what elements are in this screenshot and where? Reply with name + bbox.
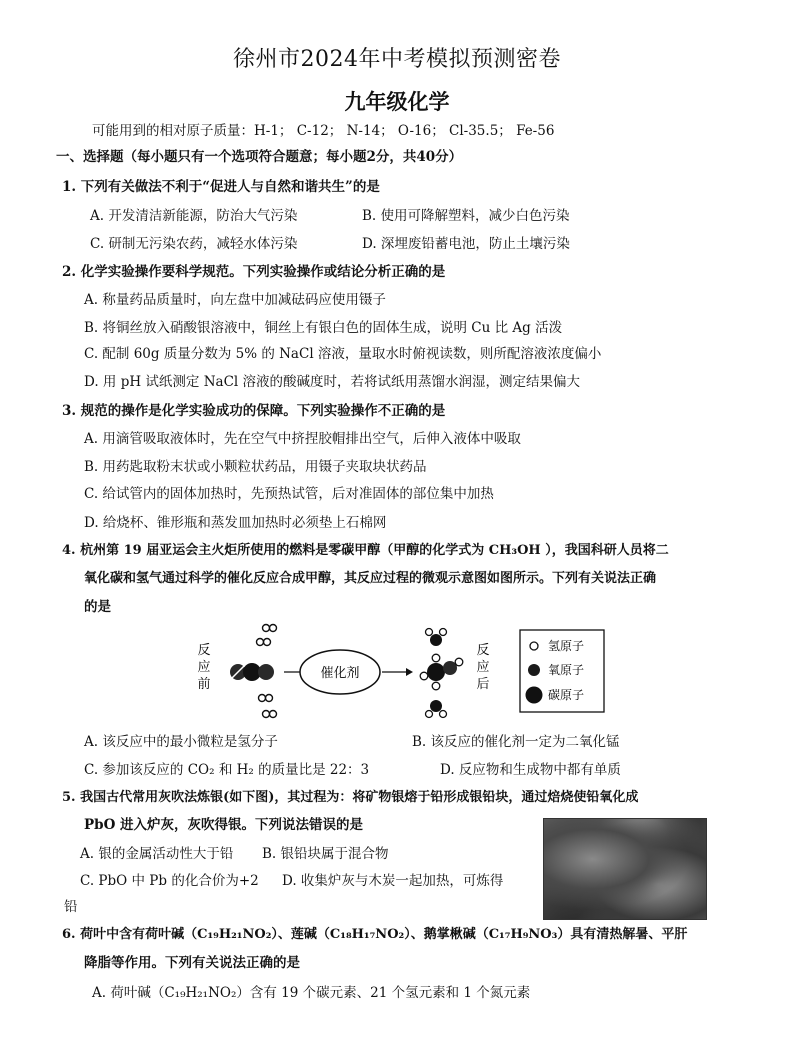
water-molecule-top [426, 629, 447, 647]
q2-option-d: D. 用 pH 试纸测定 NaCl 溶液的酸碱度时，若将试纸用蒸馏水润湿，测定结果偏大 [84, 374, 581, 390]
q4-option-b: B. 该反应的催化剂一定为二氧化锰 [412, 734, 620, 750]
reaction-diagram [180, 618, 620, 728]
q2-stem: 2. 化学实验操作要科学规范。下列实验操作或结论分析正确的是 [62, 264, 446, 280]
silver-smelting-photo [543, 818, 707, 920]
h2-molecules-bottom [259, 695, 277, 718]
q1-option-c: C. 研制无污染农药，减轻水体污染 [90, 236, 298, 252]
q5-option-b: B. 银铅块属于混合物 [262, 846, 389, 862]
h2-molecules-top [257, 625, 277, 646]
q3-option-a: A. 用滴管吸取液体时，先在空气中挤捏胶帽排出空气，后伸入液体中吸取 [84, 431, 521, 447]
q1-option-b: B. 使用可降解塑料，减少白色污染 [362, 208, 570, 224]
q3-option-b: B. 用药匙取粉末状或小颗粒状药品，用镊子夹取块状药品 [84, 459, 427, 475]
q6-option-a: A. 荷叶碱（C₁₉H₂₁NO₂）含有 19 个碳元素、21 个氢元素和 1 个氮元素 [92, 985, 531, 1001]
q1-option-a: A. 开发清洁新能源，防治大气污染 [90, 208, 298, 224]
carbon-atom-icon [526, 687, 543, 704]
q6-stem-line1: 6. 荷叶中含有荷叶碱（C₁₉H₂₁NO₂）、莲碱（C₁₈H₁₇NO₂）、鹅掌楸碱（C₁₇H₉NO₃）具有清热解暑、平肝 [62, 927, 688, 942]
q5-option-d: D. 收集炉灰与木炭一起加热，可炼得 [282, 873, 504, 889]
before-label: 反应前 [197, 643, 211, 692]
q3-option-d: D. 给烧杯、锥形瓶和蒸发皿加热时必须垫上石棉网 [84, 515, 387, 531]
q2-option-c: C. 配制 60g 质量分数为 5% 的 NaCl 溶液，量取水时俯视读数，则所配溶液浓度偏小 [84, 346, 602, 362]
section-heading: 一、选择题（每小题只有一个选项符合题意；每小题2分，共40分） [56, 149, 463, 165]
q5-option-a: A. 银的金属活动性大于铅 [80, 846, 234, 862]
q5-option-c: C. PbO 中 Pb 的化合价为+2 [80, 873, 259, 889]
q1-option-d: D. 深埋废铅蓄电池，防止土壤污染 [362, 236, 570, 252]
q4-stem-line3: 的是 [84, 599, 111, 615]
exam-subtitle: 九年级化学 [344, 89, 450, 114]
hydrogen-atom-icon [530, 642, 538, 650]
catalyst-label: 催化剂 [320, 666, 360, 681]
co2-molecule [230, 663, 274, 681]
q5-option-d-cont: 铅 [64, 899, 78, 915]
q5-stem-line2: PbO 进入炉灰，灰吹得银。下列说法错误的是 [84, 817, 364, 833]
q4-option-a: A. 该反应中的最小微粒是氢分子 [84, 734, 278, 750]
q1-stem: 1. 下列有关做法不利于“促进人与自然和谐共生”的是 [62, 179, 380, 195]
q3-stem: 3. 规范的操作是化学实验成功的保障。下列实验操作不正确的是 [62, 403, 446, 419]
q2-option-a: A. 称量药品质量时，向左盘中加减砝码应使用镊子 [84, 292, 386, 308]
legend-carbon: 碳原子 [548, 688, 585, 702]
water-molecule-bottom [426, 700, 447, 718]
q2-option-b: B. 将铜丝放入硝酸银溶液中，铜丝上有银白色的固体生成，说明 Cu 比 Ag 活泼 [84, 320, 563, 336]
q6-stem-line2: 降脂等作用。下列有关说法正确的是 [84, 955, 300, 971]
q4-option-c: C. 参加该反应的 CO₂ 和 H₂ 的质量比是 22：3 [84, 762, 370, 778]
atomic-masses: 可能用到的相对原子质量：H-1； C-12； N-14； O-16； Cl-35.5； Fe-56 [92, 123, 555, 139]
q5-stem-line1: 5. 我国古代常用灰吹法炼银(如下图)，其过程为：将矿物银熔于铅形成银铅块，通过焙烧使铅氧化成 [62, 790, 639, 805]
oxygen-atom-icon [528, 664, 540, 676]
after-label: 反应后 [476, 643, 490, 692]
q3-option-c: C. 给试管内的固体加热时，先预热试管，后对准固体的部位集中加热 [84, 486, 494, 502]
q4-stem-line1: 4. 杭州第 19 届亚运会主火炬所使用的燃料是零碳甲醇（甲醇的化学式为 CH₃OH ），我国科研人员将二 [62, 543, 669, 558]
legend-oxygen: 氧原子 [548, 663, 585, 677]
methanol-molecule [420, 654, 463, 690]
q4-stem-line2: 氧化碳和氢气通过科学的催化反应合成甲醇，其反应过程的微观示意图如图所示。下列有关说法正确 [84, 571, 657, 586]
legend-hydrogen: 氢原子 [548, 639, 585, 653]
exam-title: 徐州市2024年中考模拟预测密卷 [233, 47, 561, 72]
q4-option-d: D. 反应物和生成物中都有单质 [440, 762, 621, 778]
